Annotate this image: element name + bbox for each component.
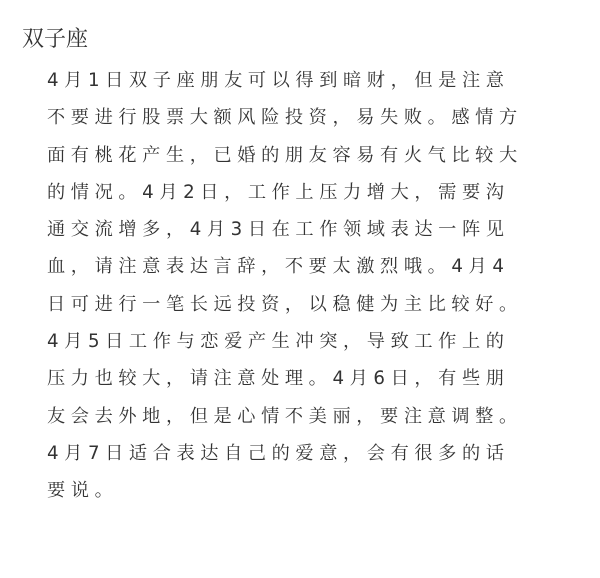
paragraph-line: 的情况。4月2日，工作上压力增大，需要沟	[47, 181, 510, 203]
paragraph-line: 友会去外地，但是心情不美丽，要注意调整。	[47, 405, 523, 427]
paragraph-line: 4月5日工作与恋爱产生冲突，导致工作上的	[47, 331, 510, 353]
horoscope-paragraph	[47, 62, 559, 510]
paragraph-line: 日可进行一笔长远投资，以稳健为主比较好。	[47, 293, 523, 315]
paragraph-line: 压力也较大，请注意处理。4月6日，有些朋	[47, 368, 510, 390]
paragraph-line: 4月7日适合表达自己的爱意，会有很多的话	[47, 442, 510, 464]
paragraph-line: 要说。	[47, 480, 119, 502]
paragraph-line: 面有桃花产生，已婚的朋友容易有火气比较大	[47, 144, 523, 166]
paragraph-line: 血，请注意表达言辞，不要太激烈哦。4月4	[47, 256, 510, 278]
paragraph-line: 4月1日双子座朋友可以得到暗财，但是注意	[47, 70, 510, 91]
paragraph-line: 通交流增多，4月3日在工作领域表达一阵见	[47, 219, 510, 241]
section-title: 双子座	[22, 27, 89, 52]
paragraph-line: 不要进行股票大额风险投资，易失败。感情方	[47, 107, 523, 129]
